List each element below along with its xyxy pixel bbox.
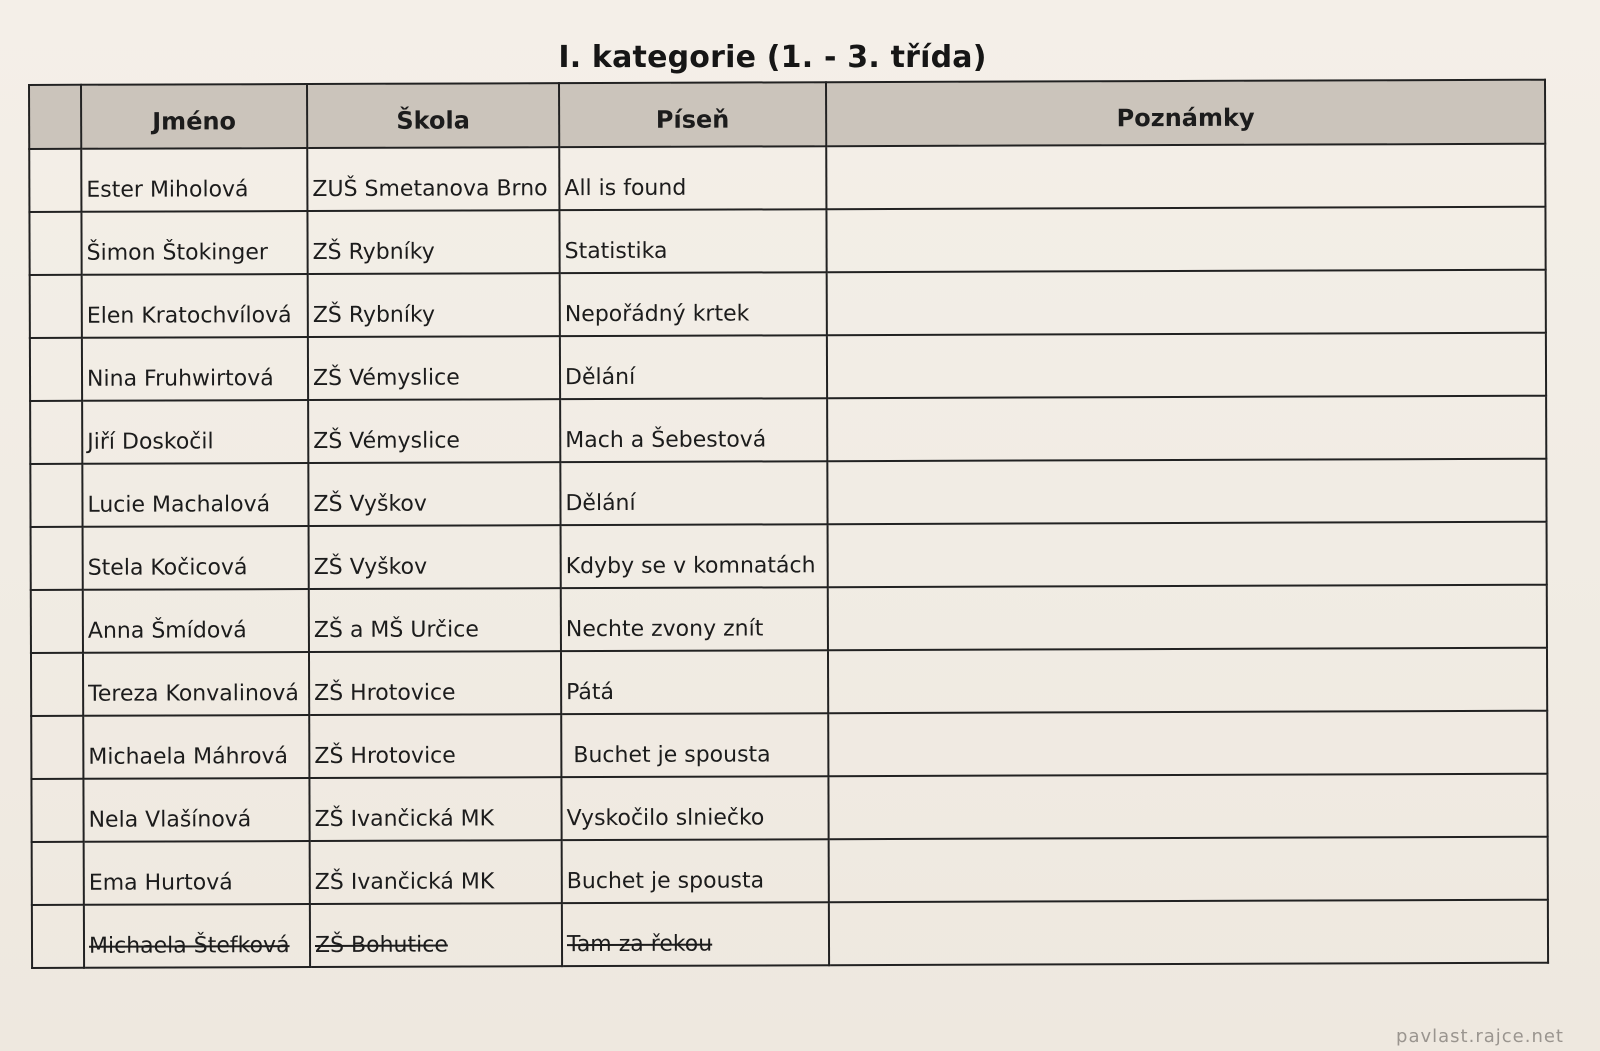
table-row-struck (32, 900, 1548, 968)
row-index-cell (32, 842, 84, 905)
table-row (31, 585, 1547, 653)
table-row (30, 333, 1546, 401)
notes-cell (827, 396, 1546, 462)
table-row (31, 711, 1547, 779)
song-cell: Nechte zvony znít (561, 587, 828, 651)
table-row (30, 459, 1546, 527)
table-row (31, 522, 1547, 590)
table-row (32, 837, 1548, 905)
name-cell: Šimon Štokinger (81, 211, 307, 275)
row-index-cell (29, 149, 81, 212)
row-index-cell (29, 212, 81, 275)
notes-cell (827, 333, 1546, 399)
table-row (30, 270, 1546, 338)
school-cell: ZŠ Vémyslice (308, 336, 560, 400)
school-cell: ZŠ Ivančická MK (310, 840, 562, 904)
row-index-cell (31, 653, 83, 716)
school-cell: ZŠ Vyškov (309, 525, 561, 589)
school-cell: ZŠ Hrotovice (309, 714, 561, 778)
song-cell: Pátá (561, 650, 828, 714)
column-header-index (29, 85, 81, 149)
song-cell: Buchet je spousta (561, 713, 828, 777)
name-cell: Stela Kočicová (83, 526, 309, 590)
song-cell: Tam za řekou (562, 902, 829, 966)
name-cell: Anna Šmídová (83, 589, 309, 653)
notes-cell (827, 270, 1546, 336)
column-header-song: Píseň (559, 82, 826, 147)
school-cell: ZŠ Rybníky (307, 210, 559, 274)
name-cell: Lucie Machalová (82, 463, 308, 527)
row-index-cell (31, 527, 83, 590)
school-cell: ZŠ Hrotovice (309, 651, 561, 715)
song-cell: Kdyby se v komnatách (561, 524, 828, 588)
notes-cell (829, 900, 1548, 966)
song-cell: Dělání (560, 461, 827, 525)
notes-cell (829, 837, 1548, 903)
school-cell: ZŠ a MŠ Určice (309, 588, 561, 652)
participants-table (28, 79, 1549, 969)
name-cell: Nela Vlašínová (83, 778, 309, 842)
school-cell: ZŠ Ivančická MK (309, 777, 561, 841)
notes-cell (826, 144, 1545, 210)
school-cell: ZŠ Vémyslice (308, 399, 560, 463)
notes-cell (828, 585, 1547, 651)
row-index-cell (31, 779, 83, 842)
school-cell: ZUŠ Smetanova Brno (307, 147, 559, 211)
name-cell: Elen Kratochvílová (82, 274, 308, 338)
notes-cell (827, 459, 1546, 525)
song-cell: Statistika (559, 209, 826, 273)
table-row (31, 774, 1547, 842)
row-index-cell (30, 338, 82, 401)
notes-cell (826, 207, 1545, 273)
name-cell: Jiří Doskočil (82, 400, 308, 464)
row-index-cell (30, 464, 82, 527)
table-row (30, 396, 1546, 464)
row-index-cell (32, 905, 84, 968)
table-row (29, 207, 1545, 275)
song-cell: Dělání (560, 335, 827, 399)
song-cell: Nepořádný krtek (560, 272, 827, 336)
row-index-cell (30, 401, 82, 464)
name-cell: Michaela Štefková (84, 904, 310, 968)
name-cell: Ester Miholová (81, 148, 307, 212)
row-index-cell (31, 590, 83, 653)
school-cell: ZŠ Vyškov (308, 462, 560, 526)
name-cell: Tereza Konvalinová (83, 652, 309, 716)
school-cell: ZŠ Bohutice (310, 903, 562, 967)
table-row (31, 648, 1547, 716)
table-header-row (29, 80, 1545, 149)
name-cell: Ema Hurtová (84, 841, 310, 905)
notes-cell (828, 522, 1547, 588)
watermark: pavlast.rajce.net (1396, 1026, 1564, 1047)
row-index-cell (31, 716, 83, 779)
notes-cell (828, 711, 1547, 777)
page-title: I. kategorie (1. - 3. třída) (558, 40, 987, 75)
column-header-school: Škola (307, 83, 559, 148)
table-row (29, 144, 1545, 212)
notes-cell (828, 648, 1547, 714)
school-cell: ZŠ Rybníky (308, 273, 560, 337)
notes-cell (828, 774, 1547, 840)
song-cell: Buchet je spousta (562, 839, 829, 903)
column-header-name: Jméno (81, 84, 307, 149)
song-cell: Vyskočilo slniečko (561, 776, 828, 840)
column-header-notes: Poznámky (826, 80, 1545, 147)
row-index-cell (30, 275, 82, 338)
name-cell: Nina Fruhwirtová (82, 337, 308, 401)
name-cell: Michaela Máhrová (83, 715, 309, 779)
song-cell: All is found (559, 146, 826, 210)
song-cell: Mach a Šebestová (560, 398, 827, 462)
